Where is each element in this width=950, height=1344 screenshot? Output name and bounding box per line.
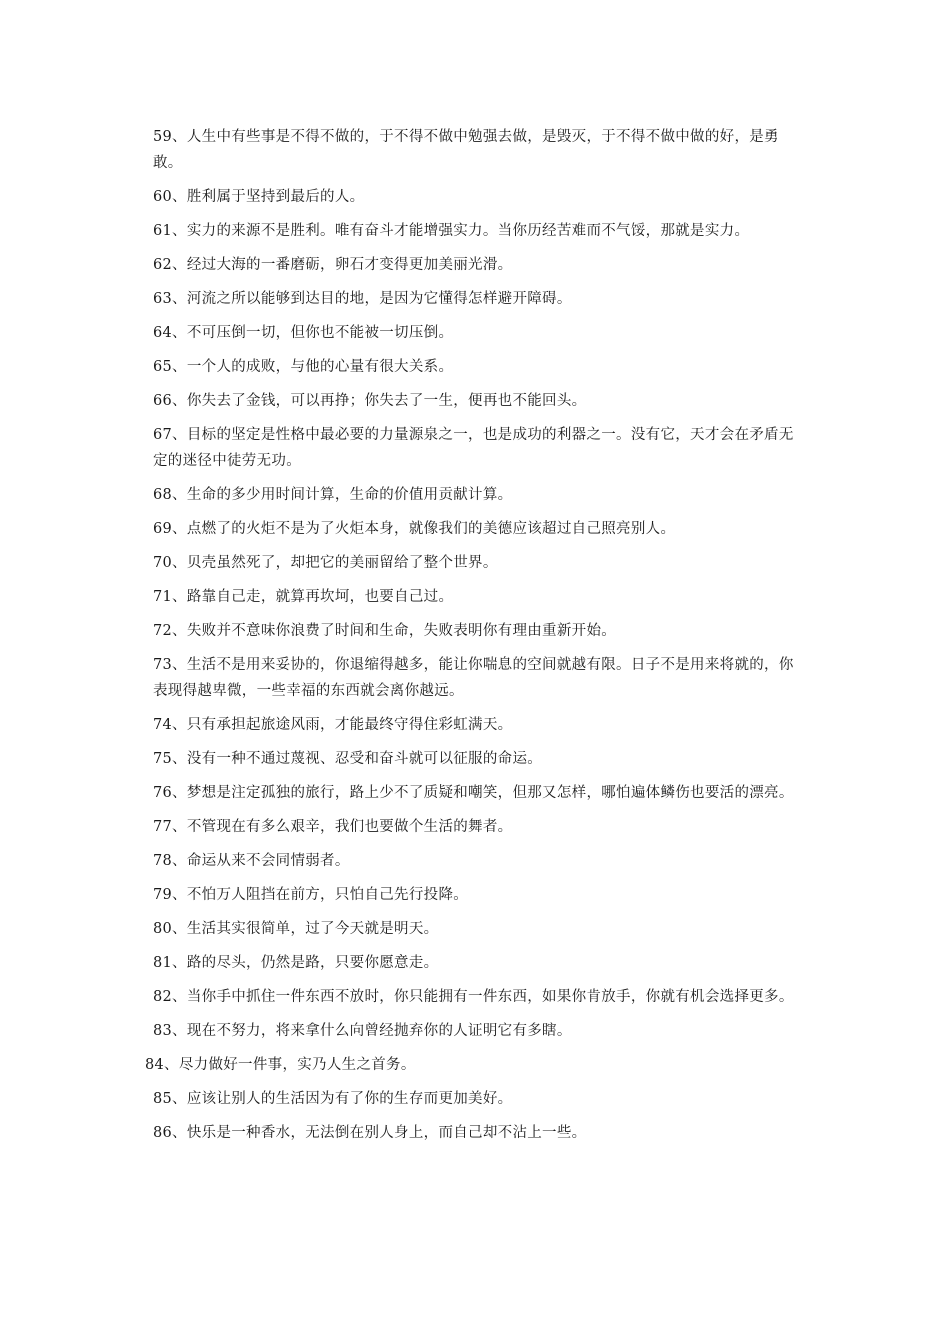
quote-paragraph: 80、生活其实很简单，过了今天就是明天。 <box>153 921 439 937</box>
quote-paragraph: 75、没有一种不通过蔑视、忍受和奋斗就可以征服的命运。 <box>153 751 543 767</box>
quote-paragraph: 59、人生中有些事是不得不做的，于不得不做中勉强去做，是毁灭，于不得不做中做的好，是勇敢。 <box>153 129 779 171</box>
quote-paragraph: 66、你失去了金钱，可以再挣；你失去了一生，便再也不能回头。 <box>153 393 587 409</box>
quote-paragraph: 86、快乐是一种香水，无法倒在别人身上，而自己却不沾上一些。 <box>153 1125 587 1141</box>
quote-paragraph: 85、应该让别人的生活因为有了你的生存而更加美好。 <box>153 1091 513 1107</box>
quote-paragraph: 77、不管现在有多么艰辛，我们也要做个生活的舞者。 <box>153 819 513 835</box>
quote-paragraph: 67、目标的坚定是性格中最必要的力量源泉之一，也是成功的利器之一。没有它，天才会在矛盾无定的迷径中徒劳无功。 <box>153 427 794 469</box>
quote-paragraph: 71、路靠自己走，就算再坎坷，也要自己过。 <box>153 589 454 605</box>
quote-paragraph: 60、胜利属于坚持到最后的人。 <box>153 189 365 205</box>
quote-paragraph: 82、当你手中抓住一件东西不放时，你只能拥有一件东西，如果你肯放手，你就有机会选择更多。 <box>153 989 794 1005</box>
quote-paragraph: 81、路的尽头，仍然是路，只要你愿意走。 <box>153 955 439 971</box>
quote-paragraph: 70、贝壳虽然死了，却把它的美丽留给了整个世界。 <box>153 555 498 571</box>
quote-paragraph: 62、经过大海的一番磨砺，卵石才变得更加美丽光滑。 <box>153 257 513 273</box>
quote-paragraph: 78、命运从来不会同情弱者。 <box>153 853 350 869</box>
quote-paragraph: 68、生命的多少用时间计算，生命的价值用贡献计算。 <box>153 487 513 503</box>
quote-paragraph: 64、不可压倒一切，但你也不能被一切压倒。 <box>153 325 454 341</box>
quote-paragraph: 72、失败并不意味你浪费了时间和生命，失败表明你有理由重新开始。 <box>153 623 617 639</box>
quote-paragraph: 61、实力的来源不是胜利。唯有奋斗才能增强实力。当你历经苦难而不气馁，那就是实力。 <box>153 223 750 239</box>
quote-paragraph: 84、尽力做好一件事，实乃人生之首务。 <box>145 1057 416 1073</box>
quote-paragraph: 74、只有承担起旅途风雨，才能最终守得住彩虹满天。 <box>153 717 513 733</box>
quote-paragraph: 65、一个人的成败，与他的心量有很大关系。 <box>153 359 454 375</box>
quote-paragraph: 69、点燃了的火炬不是为了火炬本身，就像我们的美德应该超过自己照亮别人。 <box>153 521 676 537</box>
quote-paragraph: 83、现在不努力，将来拿什么向曾经抛弃你的人证明它有多瞎。 <box>153 1023 572 1039</box>
quote-list <box>145 124 801 1154</box>
quote-paragraph: 76、梦想是注定孤独的旅行，路上少不了质疑和嘲笑，但那又怎样，哪怕遍体鳞伤也要活的漂亮。 <box>153 785 794 801</box>
quote-paragraph: 63、河流之所以能够到达目的地，是因为它懂得怎样避开障碍。 <box>153 291 572 307</box>
quote-paragraph: 79、不怕万人阻挡在前方，只怕自己先行投降。 <box>153 887 469 903</box>
quote-paragraph: 73、生活不是用来妥协的，你退缩得越多，能让你喘息的空间就越有限。日子不是用来将就的，你表现得越卑微，一些幸福的东西就会离你越远。 <box>153 657 794 699</box>
